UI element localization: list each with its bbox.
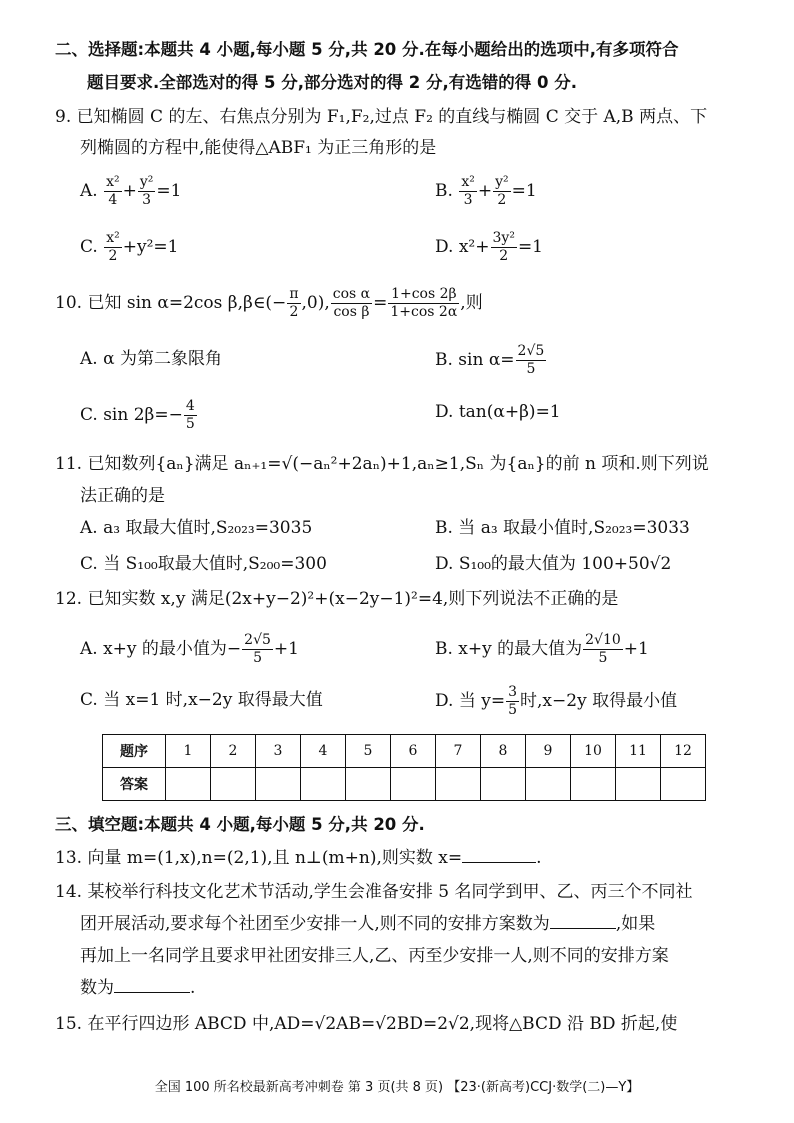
- answer-table-row-answers: [103, 768, 706, 801]
- answer-cell[interactable]: [526, 768, 571, 801]
- q14-line4: 数为 .: [80, 978, 196, 998]
- q14-answer-blank-2[interactable]: [114, 976, 190, 993]
- q11-option-c: C. 当 S₁₀₀取最大值时,S₂₀₀=300: [80, 554, 327, 574]
- answer-table-number: 10: [571, 735, 616, 768]
- answer-cell[interactable]: [256, 768, 301, 801]
- section2-header-line2: 题目要求.全部选对的得 5 分,部分选对的得 2 分,有选错的得 0 分.: [87, 73, 577, 92]
- answer-cell[interactable]: [481, 768, 526, 801]
- answer-table-number: 9: [526, 735, 571, 768]
- answer-table-header-answer: 答案: [103, 768, 166, 801]
- answer-table-number: 3: [256, 735, 301, 768]
- answer-table-number: 1: [166, 735, 211, 768]
- answer-cell[interactable]: [661, 768, 706, 801]
- q12-option-c: C. 当 x=1 时,x−2y 取得最大值: [80, 690, 323, 710]
- answer-table-header-number: 题序: [103, 735, 166, 768]
- section2-header-line1: 二、选择题:本题共 4 小题,每小题 5 分,共 20 分.在每小题给出的选项中,有多项符合: [55, 40, 679, 59]
- answer-table-number: 12: [661, 735, 706, 768]
- answer-cell[interactable]: [301, 768, 346, 801]
- answer-table-number: 8: [481, 735, 526, 768]
- q14-line1: 14. 某校举行科技文化艺术节活动,学生会准备安排 5 名同学到甲、乙、丙三个不同社: [55, 882, 693, 902]
- q15-line1: 15. 在平行四边形 ABCD 中,AD=√2AB=√2BD=2√2,现将△BCD 沿 BD 折起,使: [55, 1014, 678, 1034]
- q11-option-d: D. S₁₀₀的最大值为 100+50√2: [435, 554, 672, 574]
- answer-table-number: 4: [301, 735, 346, 768]
- answer-cell[interactable]: [571, 768, 616, 801]
- section3-header: 三、填空题:本题共 4 小题,每小题 5 分,共 20 分.: [55, 815, 425, 834]
- q10-option-b: B. sin α= $\frac{2√5}{5}$: [435, 343, 545, 377]
- q9-option-a: A. $\frac{\text{x²}}{4}$ + $\frac{\text{y²}}{3}$ =1: [80, 174, 182, 208]
- q14-answer-blank-1[interactable]: [550, 912, 616, 929]
- answer-cell[interactable]: [346, 768, 391, 801]
- answer-cell[interactable]: [616, 768, 661, 801]
- answer-table-number: 11: [616, 735, 661, 768]
- q11-stem-line2: 法正确的是: [80, 486, 165, 506]
- q12-option-d: D. 当 y= $\frac{3}{5}$ 时,x−2y 取得最小值: [435, 684, 678, 718]
- answer-table-number: 5: [346, 735, 391, 768]
- q13-answer-blank[interactable]: [462, 846, 536, 863]
- answer-table: [102, 734, 706, 801]
- q14-line3: 再加上一名同学且要求甲社团安排三人,乙、丙至少安排一人,则不同的安排方案: [80, 946, 669, 966]
- q9-stem-line2: 列椭圆的方程中,能使得△ABF₁ 为正三角形的是: [80, 138, 437, 158]
- answer-cell[interactable]: [166, 768, 211, 801]
- q10-option-c: C. sin 2β=− $\frac{4}{5}$: [80, 398, 195, 432]
- answer-cell[interactable]: [211, 768, 256, 801]
- answer-table-number: 2: [211, 735, 256, 768]
- q11-option-b: B. 当 a₃ 取最小值时,S₂₀₂₃=3033: [435, 518, 690, 538]
- q11-option-a: A. a₃ 取最大值时,S₂₀₂₃=3035: [80, 518, 313, 538]
- q11-stem-line1: 11. 已知数列{aₙ}满足 aₙ₊₁=√(−aₙ²+2aₙ)+1,aₙ≥1,Sₙ 为{aₙ}的前 n 项和.则下列说: [55, 454, 709, 474]
- answer-cell[interactable]: [436, 768, 481, 801]
- answer-table-row-numbers: [103, 735, 706, 768]
- page-footer: 全国 100 所名校最新高考冲刺卷 第 3 页(共 8 页) 【23·(新高考)CCJ·数学(二)—Y】: [154, 1080, 640, 1095]
- q9-option-c: C. $\frac{\text{x²}}{2}$ +y²=1: [80, 230, 179, 264]
- q9-option-d: D. x²+ $\frac{\text{3y²}}{2}$ =1: [435, 230, 543, 264]
- q10-option-a: A. α 为第二象限角: [80, 349, 222, 369]
- q14-line2: 团开展活动,要求每个社团至少安排一人,则不同的安排方案数为 ,如果: [80, 914, 656, 934]
- answer-table-number: 7: [436, 735, 481, 768]
- q9-option-b: B. $\frac{\text{x²}}{3}$ + $\frac{\text{y²}}{2}$ =1: [435, 174, 537, 208]
- q10-stem: 10. 已知 sin α=2cos β,β∈(− $\frac{\pi}{2}$ ,0), $\frac{\text{cos α}}{\text{cos β}}$ = $\frac{1+\cos 2\beta}{1+\cos 2\alpha}$ ,则: [55, 286, 483, 320]
- q10-option-d: D. tan(α+β)=1: [435, 402, 561, 422]
- q12-stem: 12. 已知实数 x,y 满足(2x+y−2)²+(x−2y−1)²=4,则下列说法不正确的是: [55, 589, 619, 609]
- q9-stem-line1: 9. 已知椭圆 C 的左、右焦点分别为 F₁,F₂,过点 F₂ 的直线与椭圆 C 交于 A,B 两点、下: [55, 107, 708, 127]
- q12-option-b: B. x+y 的最大值为 $\frac{2√10}{5}$ +1: [435, 632, 649, 666]
- answer-table-number: 6: [391, 735, 436, 768]
- q13: 13. 向量 m=(1,x),n=(2,1),且 n⊥(m+n),则实数 x= .: [55, 848, 542, 868]
- q12-option-a: A. x+y 的最小值为− $\frac{2√5}{5}$ +1: [80, 632, 299, 666]
- answer-cell[interactable]: [391, 768, 436, 801]
